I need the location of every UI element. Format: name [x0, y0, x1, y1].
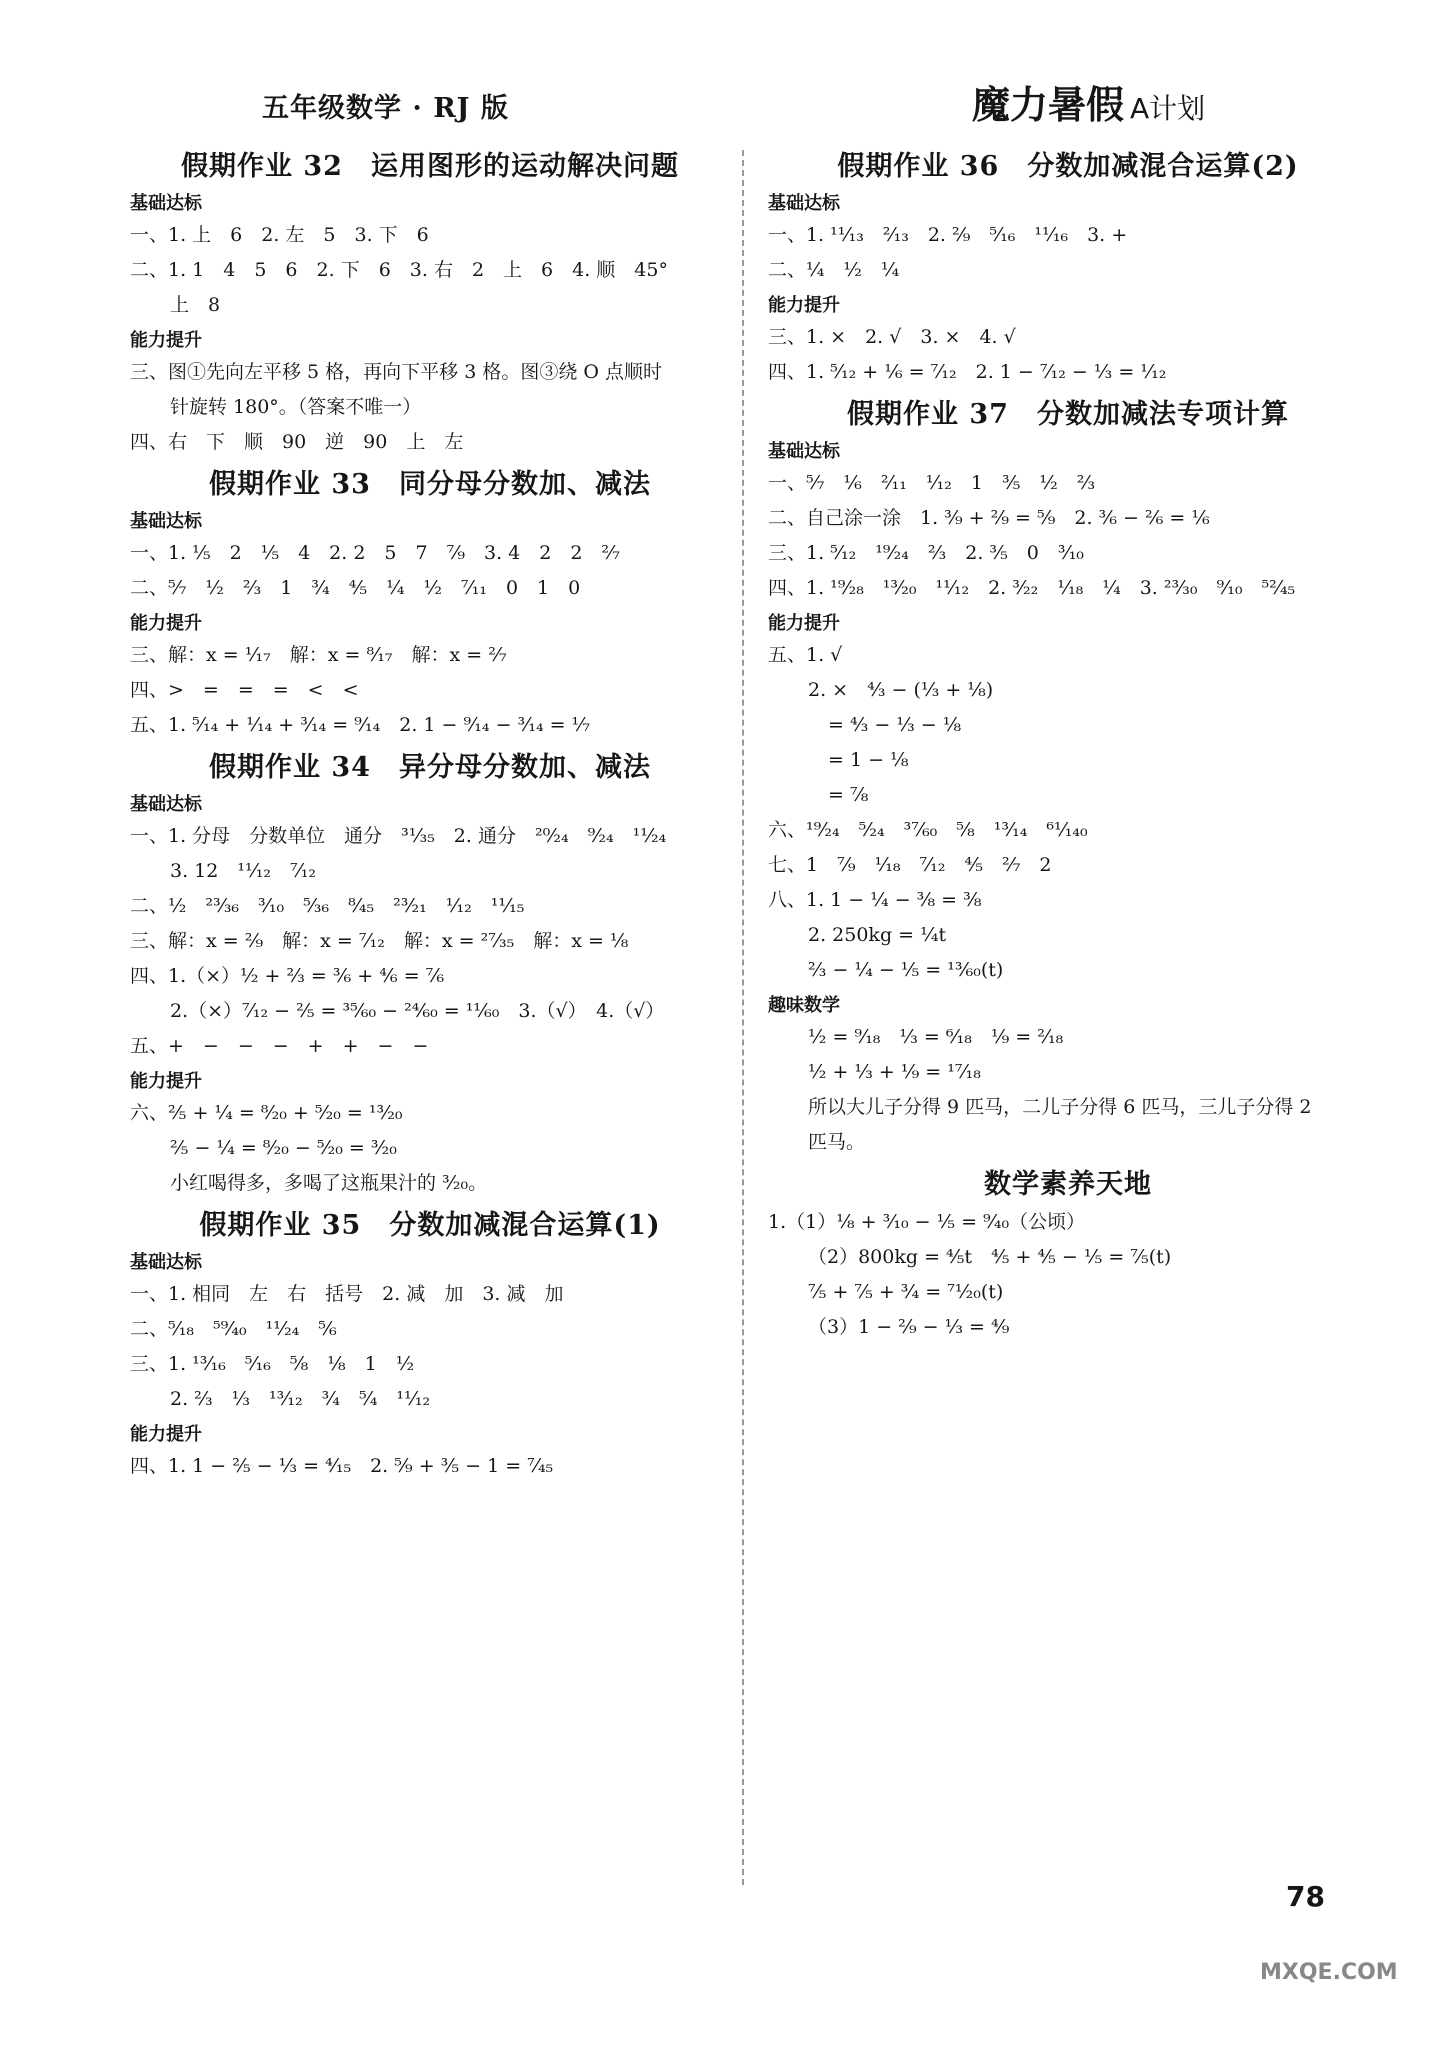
- answer-line: 二、自己涂一涂 1. ³⁄₉ + ²⁄₉ = ⁵⁄₉ 2. ³⁄₆ − ²⁄₆ = ¹⁄₆: [768, 507, 1210, 529]
- answer-line: 六、¹⁹⁄₂₄ ⁵⁄₂₄ ³⁷⁄₆₀ ⁵⁄₈ ¹³⁄₁₄ ⁶¹⁄₁₄₀: [768, 819, 1088, 841]
- brand-sub: A计划: [1130, 92, 1206, 125]
- column-divider: [742, 150, 744, 1885]
- answer-line: ²⁄₅ − ¹⁄₄ = ⁸⁄₂₀ − ⁵⁄₂₀ = ³⁄₂₀: [170, 1137, 397, 1159]
- subheading: 能力提升: [768, 613, 840, 634]
- answer-line: 2.（×）⁷⁄₁₂ − ²⁄₅ = ³⁵⁄₆₀ − ²⁴⁄₆₀ = ¹¹⁄₆₀ 3.（√） 4.（√）: [170, 1000, 665, 1022]
- answer-line: 四、1. ¹⁹⁄₂₈ ¹³⁄₂₀ ¹¹⁄₁₂ 2. ³⁄₂₂ ¹⁄₁₈ ¹⁄₄ 3. ²³⁄₃₀ ⁹⁄₁₀ ⁵²⁄₄₅: [768, 577, 1296, 599]
- answer-line: 三、解：x = ¹⁄₁₇ 解：x = ⁸⁄₁₇ 解：x = ²⁄₇: [130, 644, 507, 666]
- answer-line: 五、+ − − − + + − −: [130, 1035, 429, 1057]
- subheading: 基础达标: [130, 511, 202, 532]
- answer-line: = ⁷⁄₈: [828, 784, 869, 806]
- subheading: 趣味数学: [768, 995, 840, 1016]
- answer-line: 二、⁵⁄₇ ¹⁄₂ ²⁄₃ 1 ³⁄₄ ⁴⁄₅ ¹⁄₄ ¹⁄₂ ⁷⁄₁₁ 0 1 0: [130, 577, 581, 599]
- answer-line: ²⁄₃ − ¹⁄₄ − ¹⁄₅ = ¹³⁄₆₀(t): [808, 959, 1004, 981]
- answer-line: 六、²⁄₅ + ¹⁄₄ = ⁸⁄₂₀ + ⁵⁄₂₀ = ¹³⁄₂₀: [130, 1102, 403, 1124]
- subheading: 能力提升: [768, 295, 840, 316]
- answer-line: 二、1. 1 4 5 6 2. 下 6 3. 右 2 上 6 4. 顺 45°: [130, 259, 668, 281]
- answer-line: 四、> = = = < <: [130, 679, 359, 701]
- answer-line: ¹⁄₂ = ⁹⁄₁₈ ¹⁄₃ = ⁶⁄₁₈ ¹⁄₉ = ²⁄₁₈: [808, 1026, 1064, 1048]
- answer-line: 三、解：x = ²⁄₉ 解：x = ⁷⁄₁₂ 解：x = ²⁷⁄₃₅ 解：x = ¹⁄₈: [130, 930, 629, 952]
- subheading: 基础达标: [768, 193, 840, 214]
- subheading: 能力提升: [130, 613, 202, 634]
- answer-line: 针旋转 180°。（答案不唯一）: [170, 396, 422, 418]
- answer-line: 五、1. ⁵⁄₁₄ + ¹⁄₁₄ + ³⁄₁₄ = ⁹⁄₁₄ 2. 1 − ⁹⁄₁₄ − ³⁄₁₄ = ¹⁄₇: [130, 714, 590, 736]
- answer-line: 二、¹⁄₄ ¹⁄₂ ¹⁄₄: [768, 259, 900, 281]
- answer-line: 2. × ⁴⁄₃ − (¹⁄₃ + ¹⁄₈): [808, 679, 994, 701]
- brand-title: [972, 74, 1205, 129]
- answer-line: 五、1. √: [768, 644, 843, 666]
- subheading: 基础达标: [130, 794, 202, 815]
- answer-line: 小红喝得多，多喝了这瓶果汁的 ³⁄₂₀。: [170, 1172, 488, 1194]
- answer-line: 八、1. 1 − ¹⁄₄ − ³⁄₈ = ³⁄₈: [768, 889, 982, 911]
- page-header: [0, 0, 1456, 140]
- answer-line: 二、⁵⁄₁₈ ⁵⁹⁄₄₀ ¹¹⁄₂₄ ⁵⁄₆: [130, 1318, 337, 1340]
- watermark-logo: MXQE.COM: [1260, 1960, 1398, 1985]
- section-title-33: 假期作业 33 同分母分数加、减法: [209, 469, 651, 500]
- answer-line: = 1 − ¹⁄₈: [828, 749, 909, 771]
- answer-line: 一、1. 上 6 2. 左 5 3. 下 6: [130, 224, 429, 246]
- answer-line: 上 8: [170, 294, 221, 316]
- subheading: 基础达标: [130, 193, 202, 214]
- answer-line: 2. ²⁄₃ ¹⁄₃ ¹³⁄₁₂ ³⁄₄ ⁵⁄₄ ¹¹⁄₁₂: [170, 1388, 431, 1410]
- page-number: 78: [1286, 1880, 1325, 1913]
- section-title-36: 假期作业 36 分数加减混合运算(2): [837, 151, 1299, 182]
- answer-line: 3. 12 ¹¹⁄₁₂ ⁷⁄₁₂: [170, 860, 317, 882]
- answer-line: 1.（1）¹⁄₈ + ³⁄₁₀ − ¹⁄₅ = ⁹⁄₄₀（公顷）: [768, 1211, 1086, 1233]
- answer-line: （2）800kg = ⁴⁄₅t ⁴⁄₅ + ⁴⁄₅ − ¹⁄₅ = ⁷⁄₅(t): [808, 1246, 1172, 1268]
- answer-line: 四、1. 1 − ²⁄₅ − ¹⁄₃ = ⁴⁄₁₅ 2. ⁵⁄₉ + ³⁄₅ − 1 = ⁷⁄₄₅: [130, 1455, 554, 1477]
- section-title-literacy: 数学素养天地: [984, 1169, 1152, 1200]
- brand-main: 魔力暑假: [972, 83, 1125, 127]
- right-column: [768, 140, 1368, 1347]
- subheading: 能力提升: [130, 1424, 202, 1445]
- left-column: [130, 140, 730, 1486]
- answer-line: 一、1. 分母 分数单位 通分 ³¹⁄₃₅ 2. 通分 ²⁰⁄₂₄ ⁹⁄₂₄ ¹¹⁄₂₄: [130, 825, 667, 847]
- section-title-35: 假期作业 35 分数加减混合运算(1): [199, 1210, 661, 1241]
- section-title-32: 假期作业 32 运用图形的运动解决问题: [181, 151, 679, 182]
- answer-line: 四、右 下 顺 90 逆 90 上 左: [130, 431, 464, 453]
- subheading: 基础达标: [130, 1252, 202, 1273]
- answer-line: 三、图①先向左平移 5 格，再向下平移 3 格。图③绕 O 点顺时: [130, 361, 662, 383]
- answer-line: = ⁴⁄₃ − ¹⁄₃ − ¹⁄₈: [828, 714, 962, 736]
- answer-line: 三、1. ¹³⁄₁₆ ⁵⁄₁₆ ⁵⁄₈ ¹⁄₈ 1 ¹⁄₂: [130, 1353, 415, 1375]
- answer-line: ⁷⁄₅ + ⁷⁄₅ + ³⁄₄ = ⁷¹⁄₂₀(t): [808, 1281, 1004, 1303]
- answer-line: 四、1.（×）¹⁄₂ + ²⁄₃ = ³⁄₆ + ⁴⁄₆ = ⁷⁄₆: [130, 965, 445, 987]
- answer-line: ¹⁄₂ + ¹⁄₃ + ¹⁄₉ = ¹⁷⁄₁₈: [808, 1061, 981, 1083]
- answer-line: 三、1. × 2. √ 3. × 4. √: [768, 326, 1016, 348]
- answer-line: 一、1. ¹¹⁄₁₃ ²⁄₁₃ 2. ²⁄₉ ⁵⁄₁₆ ¹¹⁄₁₆ 3. +: [768, 224, 1128, 246]
- section-title-37: 假期作业 37 分数加减法专项计算: [847, 399, 1289, 430]
- section-title-34: 假期作业 34 异分母分数加、减法: [209, 752, 651, 783]
- answer-line: 所以大儿子分得 9 匹马，二儿子分得 6 匹马，三儿子分得 2: [808, 1096, 1312, 1118]
- answer-line: 一、⁵⁄₇ ¹⁄₆ ²⁄₁₁ ¹⁄₁₂ 1 ³⁄₅ ¹⁄₂ ²⁄₃: [768, 472, 1096, 494]
- answer-line: 三、1. ⁵⁄₁₂ ¹⁹⁄₂₄ ²⁄₃ 2. ³⁄₅ 0 ³⁄₁₀: [768, 542, 1084, 564]
- answer-line: 七、1 ⁷⁄₉ ¹⁄₁₈ ⁷⁄₁₂ ⁴⁄₅ ²⁄₇ 2: [768, 854, 1052, 876]
- answer-line: 一、1. 相同 左 右 括号 2. 减 加 3. 减 加: [130, 1283, 564, 1305]
- answer-line: 四、1. ⁵⁄₁₂ + ¹⁄₆ = ⁷⁄₁₂ 2. 1 − ⁷⁄₁₂ − ¹⁄₃ = ¹⁄₁₂: [768, 361, 1167, 383]
- subheading: 能力提升: [130, 330, 202, 351]
- grade-subject-label: 五年级数学 · RJ 版: [262, 93, 509, 124]
- answer-line: 一、1. ¹⁄₅ 2 ¹⁄₅ 4 2. 2 5 7 ⁷⁄₉ 3. 4 2 2 ²⁄₇: [130, 542, 620, 564]
- answer-line: （3）1 − ²⁄₉ − ¹⁄₃ = ⁴⁄₉: [808, 1316, 1010, 1338]
- subheading: 基础达标: [768, 441, 840, 462]
- answer-line: 2. 250kg = ¹⁄₄t: [808, 924, 947, 946]
- answer-line: 二、¹⁄₂ ²³⁄₃₆ ³⁄₁₀ ⁵⁄₃₆ ⁸⁄₄₅ ²³⁄₂₁ ¹⁄₁₂ ¹¹⁄₁₅: [130, 895, 525, 917]
- subheading: 能力提升: [130, 1071, 202, 1092]
- answer-line: 匹马。: [808, 1131, 866, 1153]
